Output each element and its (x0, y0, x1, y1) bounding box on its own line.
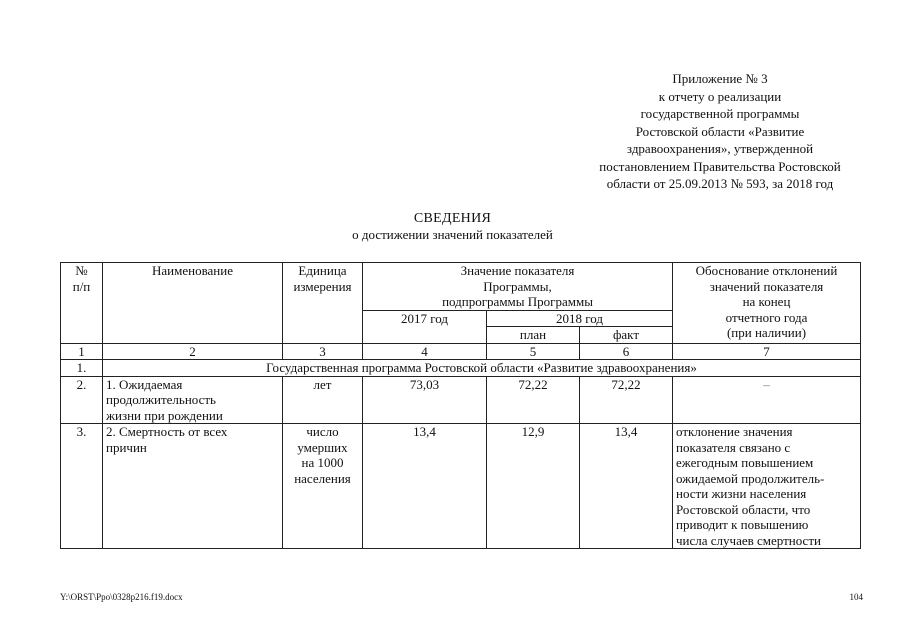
row-unit (283, 376, 363, 424)
row-name (103, 376, 283, 424)
column-number: 2 (103, 343, 283, 360)
row-num: 2. (61, 376, 103, 424)
header-num-line: п/п (72, 278, 91, 294)
indicators-table (60, 262, 861, 549)
annex-line: постановлением Правительства Ростовской (599, 158, 841, 174)
annex-header (560, 70, 880, 193)
section-title: Государственная программа Ростовской области «Развитие здравоохранения» (103, 360, 861, 377)
row-value-2017: 13,4 (363, 424, 487, 549)
column-number: 4 (363, 343, 487, 360)
row-note-line: ожидаемой продолжитель- (676, 470, 825, 486)
header-value-line: подпрограммы Программы (442, 294, 593, 309)
row-note-line: показателя связано с (676, 439, 791, 455)
annex-line: Приложение № 3 (672, 71, 768, 86)
header-name: Наименование (103, 263, 283, 344)
header-value-line: Значение показателя (460, 263, 575, 278)
row-note-line: ежегодным повышением (676, 455, 814, 470)
annex-line: к отчету о реализации (658, 88, 782, 104)
row-unit-line: число (306, 424, 339, 439)
row-num: 3. (61, 424, 103, 549)
table-row (61, 424, 861, 549)
row-name (103, 424, 283, 549)
row-plan: 12,9 (487, 424, 580, 549)
document-title: СВЕДЕНИЯ (413, 211, 492, 226)
section-num: 1. (61, 360, 103, 377)
header-justification-line: отчетного года (725, 309, 808, 325)
header-row-top (61, 263, 861, 311)
table-row (61, 376, 861, 424)
column-number: 1 (61, 343, 103, 360)
annex-line: Ростовской области «Развитие (635, 123, 805, 139)
column-number: 5 (487, 343, 580, 360)
header-justification-line: Обоснование отклонений (695, 263, 838, 278)
row-name-line: жизни при рождении (106, 407, 223, 423)
row-note-line: Ростовской области, что (676, 501, 811, 517)
header-justification (673, 263, 861, 344)
header-fact: факт (580, 327, 673, 344)
document-subtitle: о достижении значений показателей (352, 227, 553, 242)
column-number: 6 (580, 343, 673, 360)
header-year-2018: 2018 год (487, 310, 673, 327)
header-value-line: Программы, (483, 278, 552, 294)
footer-file-path: Y:\ORST\Ppo\0328p216.f19.docx (60, 592, 183, 602)
header-year-2017: 2017 год (363, 310, 487, 343)
annex-line: здравоохранения», утвержденной (626, 141, 814, 156)
annex-line: области от 25.09.2013 № 593, за 2018 год (606, 176, 834, 191)
row-note (673, 424, 861, 549)
row-name-line: 1. Ожидаемая (106, 376, 183, 392)
row-note-line: отклонение значения (676, 424, 793, 439)
header-unit-line: измерения (293, 278, 352, 294)
row-note-line: числа случаев смертности (676, 532, 821, 548)
header-justification-line: на конец (742, 294, 791, 309)
column-number: 7 (673, 343, 861, 360)
row-name-line: продолжительность (106, 392, 216, 407)
row-unit-line: на 1000 (301, 455, 344, 470)
section-row (61, 360, 861, 377)
header-value (363, 263, 673, 311)
row-note-line: ности жизни населения (676, 486, 807, 501)
row-value-2017: 73,03 (363, 376, 487, 424)
row-note-line: приводит к повышению (676, 517, 809, 532)
row-plan: 72,22 (487, 376, 580, 424)
page-number: 104 (849, 592, 863, 602)
header-justification-line: значений показателя (709, 278, 824, 294)
row-note-line: – (763, 376, 770, 392)
row-unit-line: населения (294, 470, 351, 486)
header-justification-line: (при наличии) (726, 325, 807, 340)
header-num-line: № (75, 263, 88, 278)
row-name-line: 2. Смертность от всех (106, 424, 228, 439)
row-name-line: причин (106, 439, 147, 455)
annex-line: государственной программы (640, 106, 800, 121)
row-unit (283, 424, 363, 549)
header-num (61, 263, 103, 344)
row-fact: 13,4 (580, 424, 673, 549)
column-number: 3 (283, 343, 363, 360)
column-numbers-row (61, 343, 861, 360)
header-unit-line: Единица (298, 263, 347, 278)
row-unit-line: лет (313, 376, 332, 392)
header-unit (283, 263, 363, 344)
row-fact: 72,22 (580, 376, 673, 424)
row-note (673, 376, 861, 424)
row-unit-line: умерших (297, 439, 348, 455)
header-plan: план (487, 327, 580, 344)
